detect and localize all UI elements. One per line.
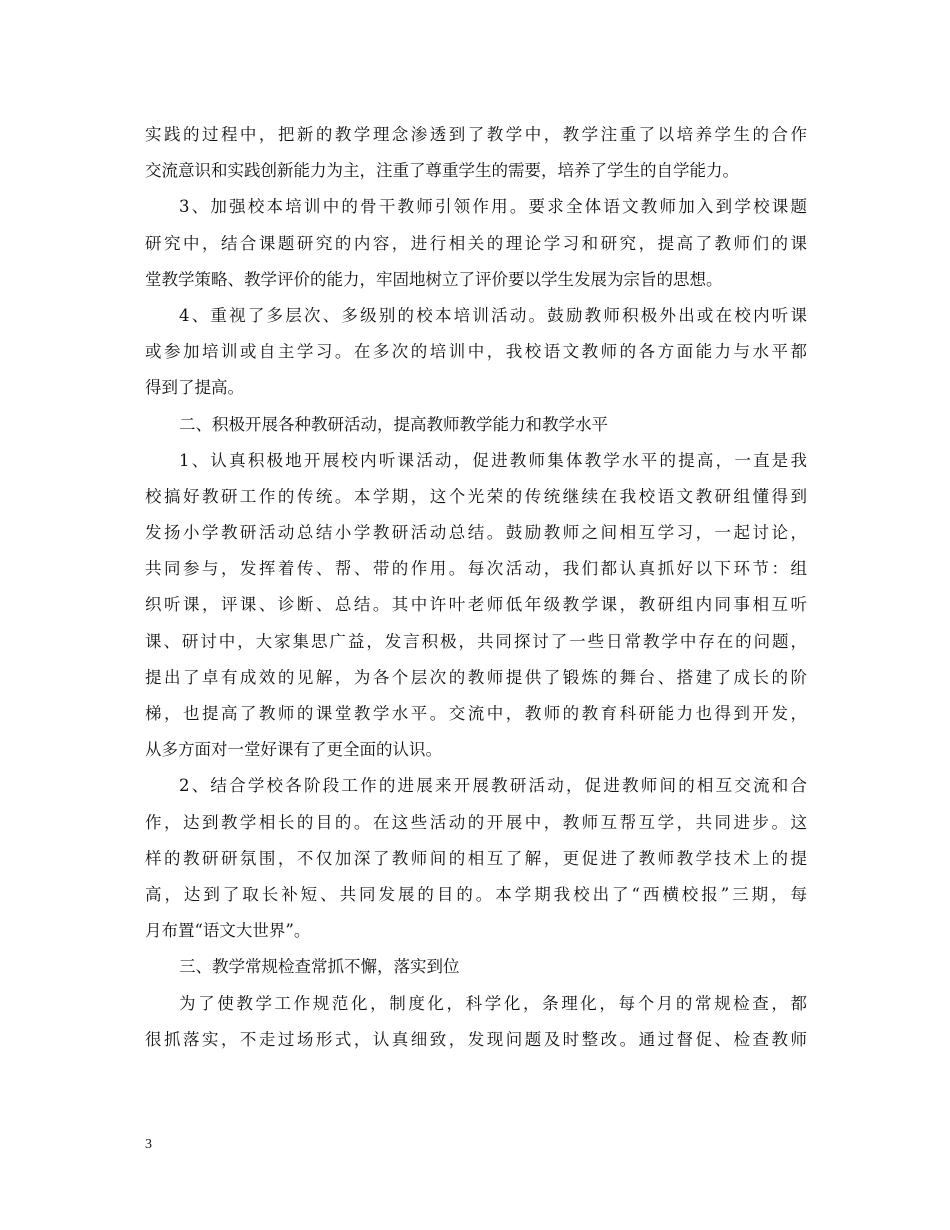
text-line: 作，达到教学相长的目的。在这些活动的开展中，教师互帮互学，共同进步。这 xyxy=(145,812,807,832)
section-heading: 三、教学常规检查常抓不懈，落实到位 xyxy=(179,957,460,977)
text-line: 4、重视了多层次、多级别的校本培训活动。鼓励教师积极外出或在校内听课 xyxy=(179,305,807,325)
text-line: 共同参与，发挥着传、帮、带的作用。每次活动，我们都认真抓好以下环节：组 xyxy=(145,559,807,579)
text-line: 课、研讨中，大家集思广益，发言积极，共同探讨了一些日常教学中存在的问题， xyxy=(145,631,807,651)
text-line: 得到了提高。 xyxy=(145,378,244,398)
page-number: 3 xyxy=(145,1137,152,1152)
section-heading: 二、积极开展各种教研活动，提高教师教学能力和教学水平 xyxy=(179,414,608,434)
text-line: 3、加强校本培训中的骨干教师引领作用。要求全体语文教师加入到学校课题 xyxy=(179,197,807,217)
text-line: 1、认真积极地开展校内听课活动，促进教师集体教学水平的提高，一直是我 xyxy=(179,450,807,470)
text-line: 研究中，结合课题研究的内容，进行相关的理论学习和研究，提高了教师们的课 xyxy=(145,233,807,253)
text-line: 2、结合学校各阶段工作的进展来开展教研活动，促进教师间的相互交流和合 xyxy=(179,776,807,796)
text-line: 提出了卓有成效的见解，为各个层次的教师提供了锻炼的舞台、搭建了成长的阶 xyxy=(145,667,807,687)
text-line: 或参加培训或自主学习。在多次的培训中，我校语文教师的各方面能力与水平都 xyxy=(145,342,807,362)
text-line: 堂教学策略、教学评价的能力，牢固地树立了评价要以学生发展为宗旨的思想。 xyxy=(145,269,723,289)
text-line: 样的教研研氛围，不仅加深了教师间的相互了解，更促进了教师教学技术上的提 xyxy=(145,848,807,868)
text-line: 交流意识和实践创新能力为主，注重了尊重学生的需要，培养了学生的自学能力。 xyxy=(145,161,739,181)
body-text xyxy=(145,117,807,1058)
text-line: 实践的过程中，把新的教学理念渗透到了教学中，教学注重了以培养学生的合作 xyxy=(145,125,807,144)
text-line: 月布置“语文大世界”。 xyxy=(145,921,311,941)
text-line: 很抓落实，不走过场形式，认真细致，发现问题及时整改。通过督促、检查教师 xyxy=(145,1029,807,1049)
text-line: 从多方面对一堂好课有了更全面的认识。 xyxy=(145,740,442,760)
text-line: 校搞好教研工作的传统。本学期，这个光荣的传统继续在我校语文教研组懂得到 xyxy=(145,486,807,506)
text-line: 梯，也提高了教师的课堂教学水平。交流中，教师的教育科研能力也得到开发， xyxy=(145,704,807,723)
text-line: 高，达到了取长补短、共同发展的目的。本学期我校出了“西横校报”三期，每 xyxy=(145,884,807,904)
text-line: 为了使教学工作规范化，制度化，科学化，条理化，每个月的常规检查，都 xyxy=(179,993,807,1013)
text-line: 发扬小学教研活动总结小学教研活动总结。鼓励教师之间相互学习，一起讨论， xyxy=(145,523,807,543)
text-line: 织听课，评课、诊断、总结。其中许叶老师低年级教学课，教研组内同事相互听 xyxy=(145,595,807,615)
